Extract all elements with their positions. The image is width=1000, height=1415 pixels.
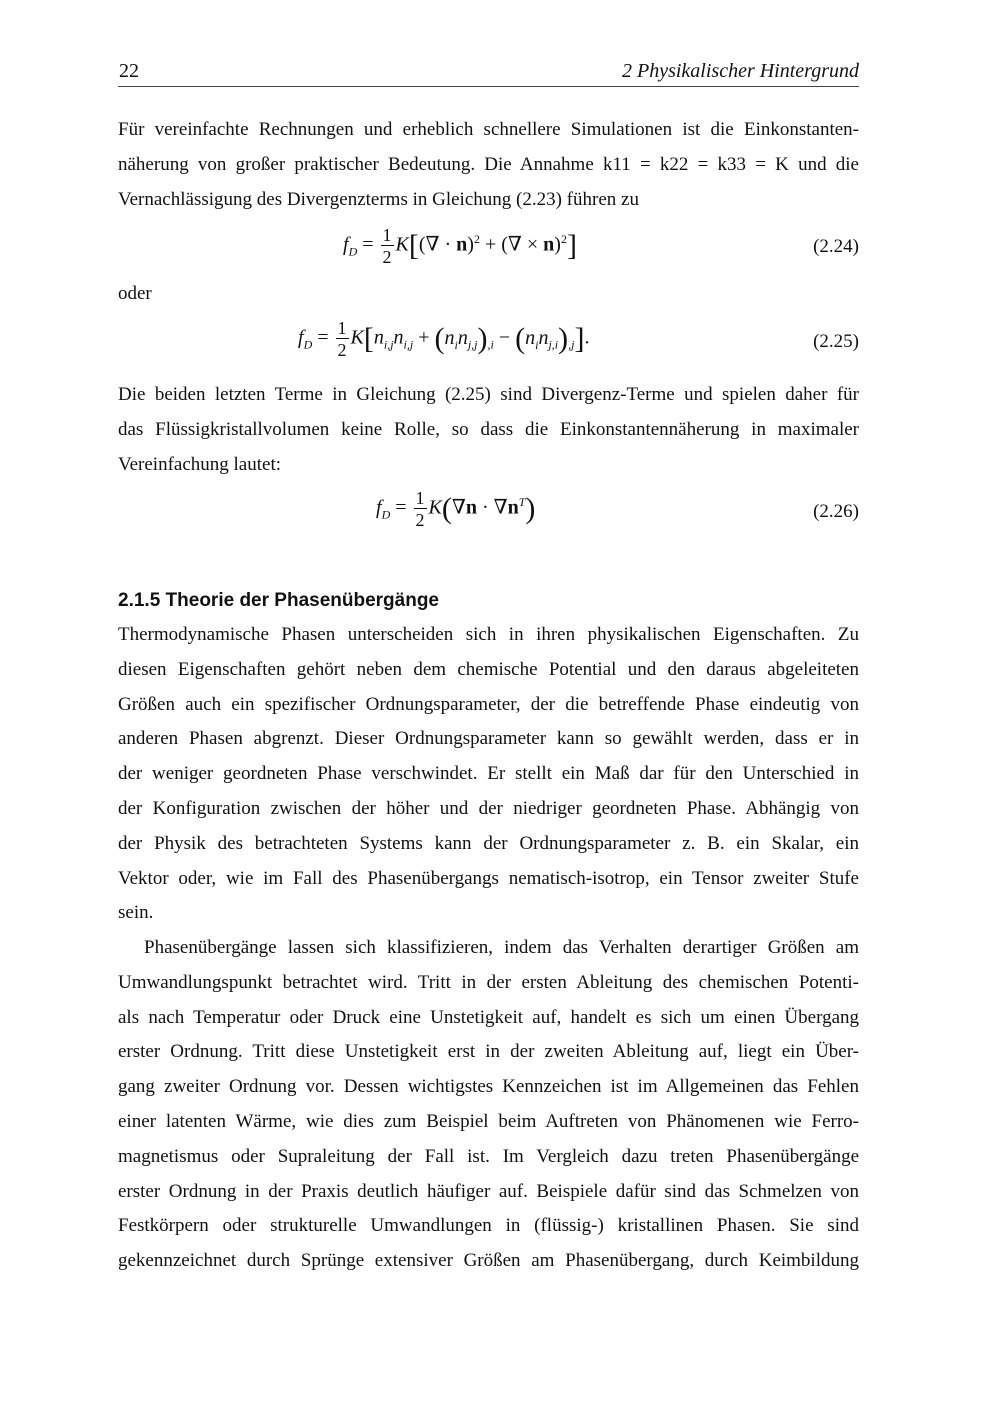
- text-line: erster Ordnung in der Praxis deutlich häufiger auf. Beispiele dafür sind das Schmelzen von: [118, 1180, 859, 1202]
- equation-2-24: [118, 222, 859, 282]
- text-line: gang zweiter Ordnung vor. Dessen wichtigstes Kennzeichen ist im Allgemeinen das Fehlen: [118, 1076, 859, 1098]
- equation-2-26-formula: $f_D$ = $\frac{1}{2}$ $K(\nabla n \cdot \nabla n^T)$: [376, 488, 536, 530]
- text-line: Vernachlässigung des Divergenzterms in Gleichung (2.23) führen zu: [118, 188, 639, 210]
- text-line: Vektor oder, wie im Fall des Phasenübergangs nematisch-isotrop, ein Tensor zweiter Stufe: [118, 867, 859, 889]
- equation-2-24-formula: $f_D$ = $\frac{1}{2}$ K[(∇ · n)$^2$ + (∇ × n)$^2$]: [343, 225, 577, 267]
- text-line: der Konfiguration zwischen der höher und der niedriger geordneten Phase. Abhängig von: [118, 797, 859, 819]
- text-line: näherung von großer praktischer Bedeutung. Die Annahme k11 = k22 = k33 = K und die: [118, 153, 859, 175]
- page-header: [118, 58, 859, 87]
- running-title: 2 Physikalischer Hintergrund: [621, 60, 859, 82]
- text-line: Phasenübergänge lassen sich klassifizieren, indem das Verhalten derartiger Größen am: [144, 937, 859, 958]
- section-heading: 2.1.5 Theorie der Phasenübergänge: [118, 590, 439, 611]
- page-number: 22: [119, 60, 139, 82]
- paragraph-divergence: [118, 378, 859, 482]
- text-line: Umwandlungspunkt betrachtet wird. Tritt in der ersten Ableitung des chemischen Potenti-: [118, 971, 859, 993]
- text-line: magnetismus oder Supraleitung der Fall ist. Im Vergleich dazu treten Phasenübergänge: [118, 1145, 859, 1167]
- text-line: sein.: [118, 902, 154, 924]
- text-line: Vereinfachung lautet:: [118, 453, 282, 475]
- connector-word: oder: [118, 283, 152, 304]
- text-line: als nach Temperatur oder Druck eine Unstetigkeit auf, handelt es sich um einen Übergang: [118, 1006, 859, 1028]
- paragraph-phases: [118, 618, 859, 931]
- text-line: Für vereinfachte Rechnungen und erheblich schnellere Simulationen ist die Einkonstanten-: [118, 119, 859, 140]
- text-line: diesen Eigenschaften gehört neben dem chemische Potential und den daraus abgeleiteten: [118, 658, 859, 680]
- text-line: anderen Phasen abgrenzt. Dieser Ordnungsparameter kann so gewählt werden, dass er in: [118, 728, 859, 750]
- equation-number: (2.24): [813, 236, 859, 257]
- text-line: gekennzeichnet durch Sprünge extensiver Größen am Phasenübergang, durch Keimbildung: [118, 1250, 859, 1272]
- equation-2-25-formula: $f_D$ = $\frac{1}{2}$ $K[n_{i,j}n_{i,j} + (n_in_{j,j})_{,i} - (n_in_{j,i})_{,j}]$.: [298, 318, 590, 360]
- paragraph-classification: [118, 931, 859, 1279]
- text-line: erster Ordnung. Tritt diese Unstetigkeit erst in der zweiten Ableitung auf, liegt ein Über-: [118, 1041, 859, 1063]
- equation-number: (2.25): [813, 331, 859, 352]
- equation-2-26: [118, 487, 859, 547]
- text-line: Thermodynamische Phasen unterscheiden sich in ihren physikalischen Eigenschaften. Zu: [118, 624, 859, 645]
- text-line: Größen auch ein spezifischer Ordnungsparameter, der die betreffende Phase eindeutig von: [118, 693, 859, 715]
- paragraph-intro: [118, 113, 859, 217]
- text-line: Festkörpern oder strukturelle Umwandlungen in (flüssig-) kristallinen Phasen. Sie sind: [118, 1215, 859, 1237]
- text-line: Die beiden letzten Terme in Gleichung (2.25) sind Divergenz-Terme und spielen daher für: [118, 384, 859, 405]
- text-line: der Physik des betrachteten Systems kann der Ordnungsparameter z. B. ein Skalar, ein: [118, 832, 859, 854]
- text-line: das Flüssigkristallvolumen keine Rolle, so dass die Einkonstantennäherung in maximaler: [118, 418, 859, 440]
- text-line: einer latenten Wärme, wie dies zum Beispiel beim Auftreten von Phänomenen wie Ferro-: [118, 1110, 859, 1132]
- equation-2-25: [118, 315, 859, 375]
- text-line: der weniger geordneten Phase verschwindet. Er stellt ein Maß dar für den Unterschied in: [118, 763, 859, 785]
- equation-number: (2.26): [813, 501, 859, 522]
